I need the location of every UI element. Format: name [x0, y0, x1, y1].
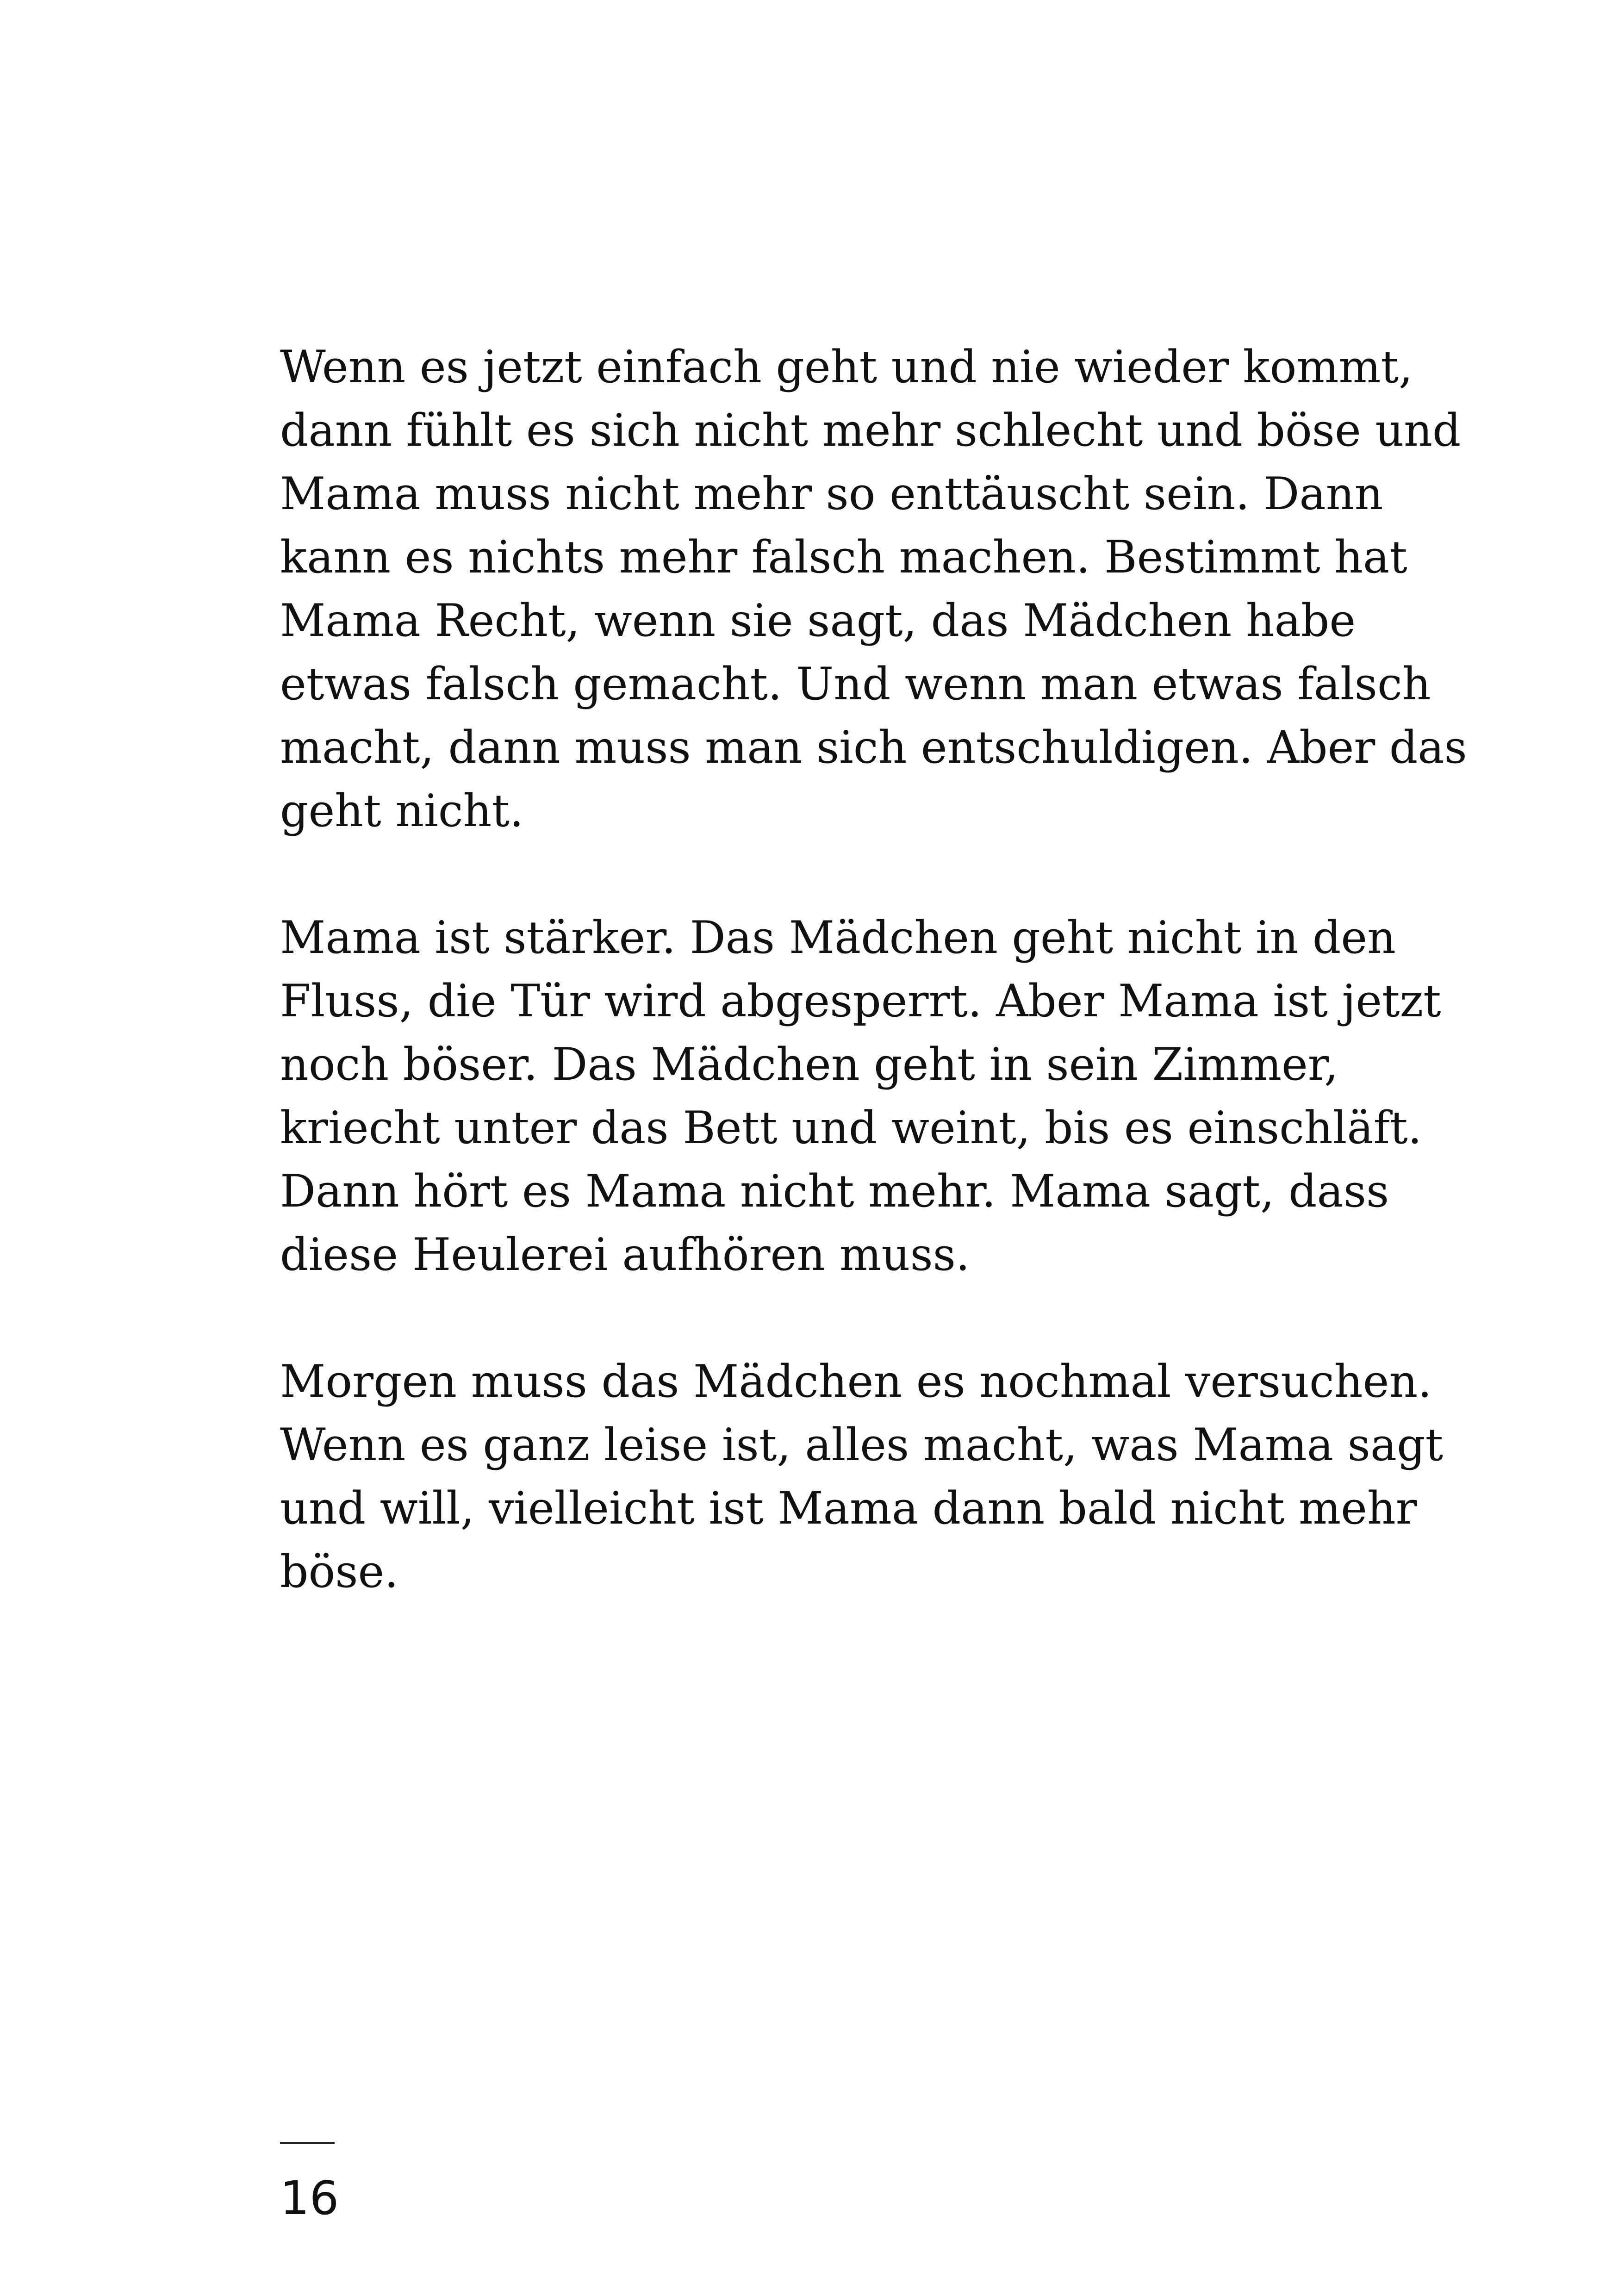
- text-line: Mama Recht, wenn sie sagt, das Mädchen habe: [280, 595, 1356, 647]
- text-line: macht, dann muss man sich entschuldigen. Aber das: [280, 722, 1467, 773]
- footer-rule: [280, 2142, 335, 2144]
- text-line: Wenn es jetzt einfach geht und nie wieder kommt,: [280, 341, 1413, 393]
- paragraph-1: [280, 336, 1467, 843]
- text-line: noch böser. Das Mädchen geht in sein Zimmer,: [280, 1039, 1338, 1090]
- text-line: Dann hört es Mama nicht mehr. Mama sagt, dass: [280, 1165, 1389, 1217]
- text-line: böse.: [280, 1546, 398, 1598]
- text-line: diese Heulerei aufhören muss.: [280, 1229, 970, 1281]
- text-line: Wenn es ganz leise ist, alles macht, was Mama sagt: [280, 1419, 1444, 1471]
- body-text: [280, 336, 1467, 1667]
- text-line: geht nicht.: [280, 785, 524, 837]
- page-number: 16: [280, 2171, 339, 2225]
- text-line: etwas falsch gemacht. Und wenn man etwas falsch: [280, 658, 1431, 710]
- text-line: Mama muss nicht mehr so enttäuscht sein. Dann: [280, 468, 1383, 520]
- text-line: Mama ist stärker. Das Mädchen geht nicht in den: [280, 912, 1396, 964]
- text-line: Fluss, die Tür wird abgesperrt. Aber Mama ist jetzt: [280, 975, 1441, 1027]
- text-line: dann fühlt es sich nicht mehr schlecht und böse und: [280, 404, 1461, 456]
- text-line: kriecht unter das Bett und weint, bis es einschläft.: [280, 1102, 1422, 1154]
- text-line: und will, vielleicht ist Mama dann bald nicht mehr: [280, 1482, 1417, 1534]
- text-line: Morgen muss das Mädchen es nochmal versuchen.: [280, 1356, 1432, 1407]
- paragraph-3: [280, 1350, 1444, 1604]
- text-line: kann es nichts mehr falsch machen. Bestimmt hat: [280, 531, 1407, 583]
- paragraph-2: [280, 906, 1441, 1287]
